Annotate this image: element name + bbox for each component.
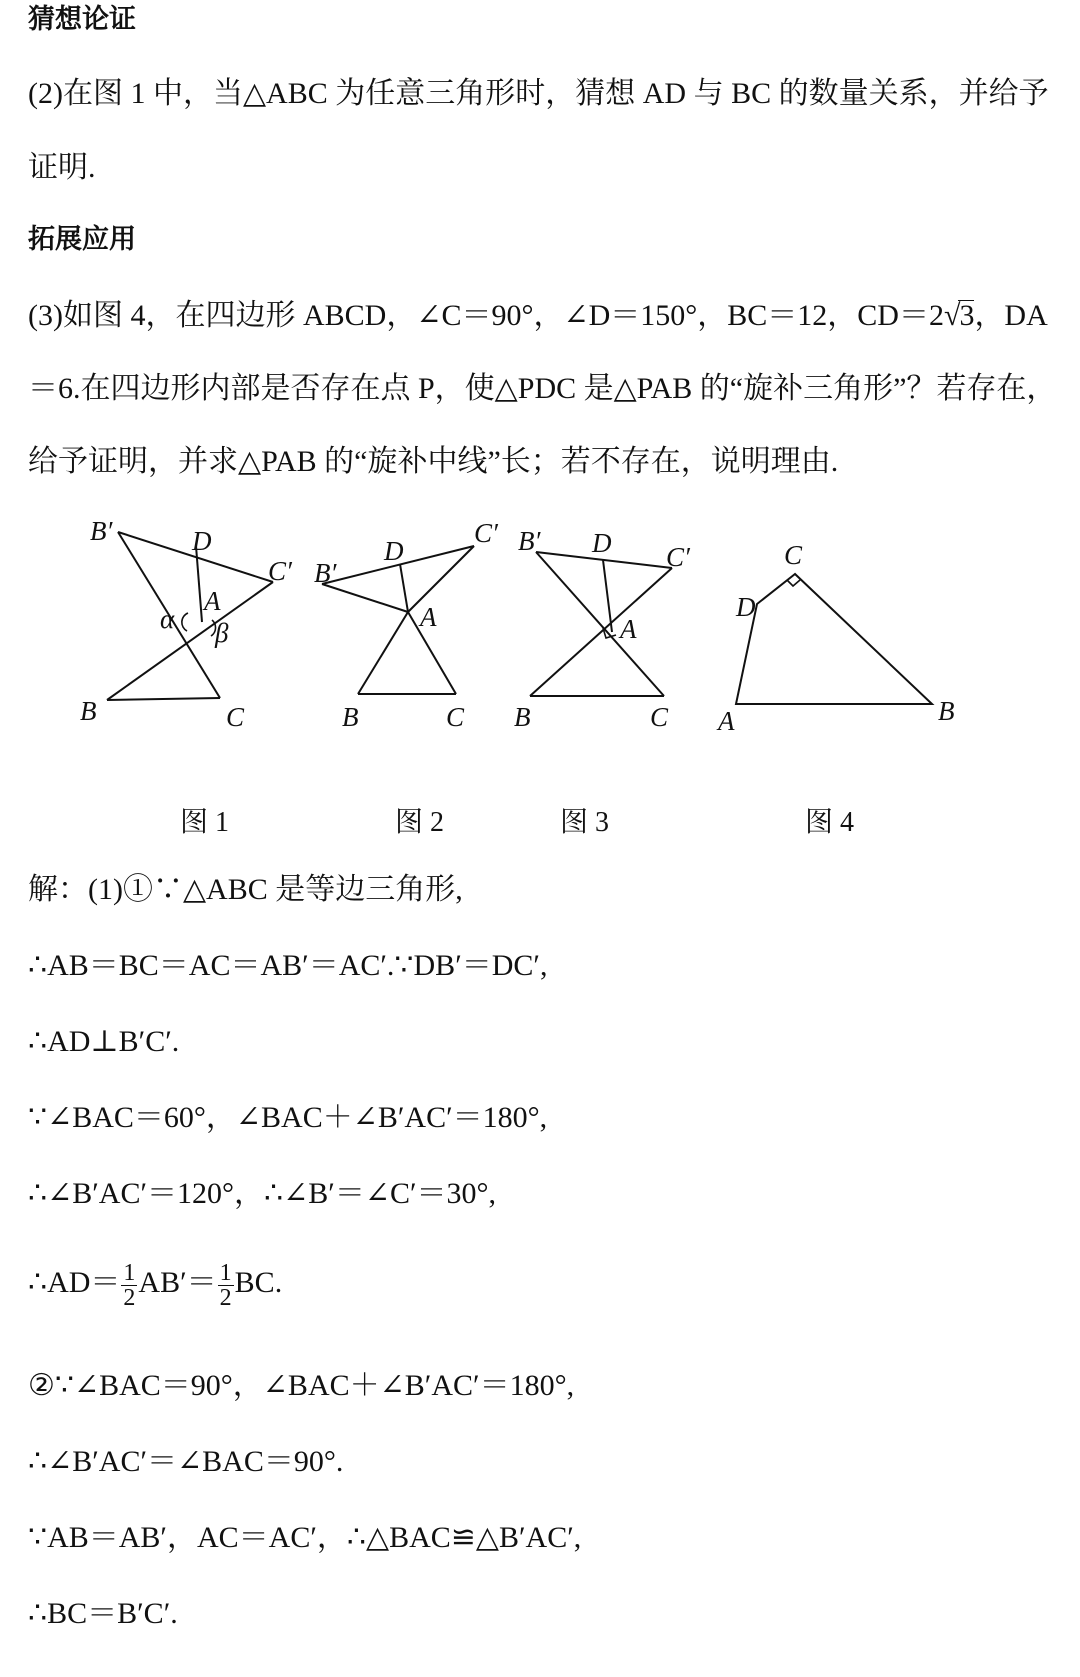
sqrt-sign: √ [943,299,961,332]
label-fig1-b-prime: B′ [90,520,113,546]
figure-1-angle-arcs [182,613,216,636]
solution-line-6 [28,1253,282,1313]
label-fig4-a: A [718,706,735,736]
solution-line-1: 解：(1)①∵△ABC 是等边三角形, [28,873,463,906]
geometry-figures [0,520,1080,850]
solution-line-6-text-c: BC. [234,1266,283,1299]
label-fig3-b: B [514,702,531,732]
solution-line-8: ∴∠B′AC′＝∠BAC＝90°. [28,1445,344,1478]
label-fig2-a: A [420,602,437,632]
figure-3-lines [530,552,672,696]
label-fig3-d: D [592,528,612,558]
q3-line-1 [28,296,1048,336]
solution-line-10: ∴BC＝B′C′. [28,1597,178,1630]
caption-figure-3: 图 3 [560,807,610,838]
label-fig3-c-prime: C′ [666,542,690,572]
solution-line-9: ∵AB＝AB′，AC＝AC′，∴△BAC≌△B′AC′, [28,1521,582,1554]
label-fig1-beta: β [215,618,229,648]
solution-line-4: ∵∠BAC＝60°，∠BAC＋∠B′AC′＝180°, [28,1101,548,1134]
heading-conjecture: 猜想论证 [28,4,136,35]
label-fig3-b-prime: B′ [518,526,541,556]
sqrt-radicand: 3 [959,299,975,332]
caption-figure-2: 图 2 [395,807,445,838]
label-fig2-c-prime: C′ [474,520,498,548]
q3-line-1-text-b: ，DA [974,299,1048,332]
solution-line-5: ∴∠B′AC′＝120°，∴∠B′＝∠C′＝30°, [28,1177,497,1210]
label-fig1-c: C [226,702,245,732]
figure-4-lines [736,574,932,704]
label-fig1-b: B [80,696,97,726]
fraction-b-numerator: 1 [219,1259,232,1286]
fraction-a-numerator: 1 [123,1259,136,1286]
label-fig1-c-prime: C′ [268,556,292,586]
fraction-one-half-a [121,1261,137,1310]
q3-line-2: ＝6.在四边形内部是否存在点 P，使△PDC 是△PAB 的“旋补三角形”？若存在， [28,372,1057,405]
label-fig3-a: A [620,614,637,644]
label-fig4-d: D [736,592,756,622]
label-fig2-d: D [384,536,404,566]
label-fig1-a: A [204,586,221,616]
figure-2-labels [314,520,499,732]
solution-line-2: ∴AB＝BC＝AC＝AB′＝AC′.∵DB′＝DC′, [28,949,548,982]
label-fig2-b-prime: B′ [314,558,337,588]
label-fig4-c: C [784,540,803,570]
caption-figure-4: 图 4 [805,807,855,838]
figures-row [0,520,1080,850]
fraction-b-denominator: 2 [219,1284,232,1311]
label-fig3-c: C [650,702,669,732]
caption-figure-1: 图 1 [180,807,230,838]
label-fig1-d: D [192,526,212,556]
figure-1-lines [107,532,273,700]
label-fig4-b: B [938,696,955,726]
label-fig2-c: C [446,702,465,732]
heading-extension: 拓展应用 [28,224,136,255]
label-fig1-alpha: α [160,604,175,634]
figure-4-labels [716,540,955,736]
solution-line-7: ②∵∠BAC＝90°，∠BAC＋∠B′AC′＝180°, [28,1369,575,1402]
solution-line-6-text-a: ∴AD＝ [28,1266,121,1299]
q3-line-1-text-a: (3)如图 4，在四边形 ABCD，∠C＝90°，∠D＝150°，BC＝12，CD＝2 [28,299,944,332]
figure-2-lines [322,546,474,694]
label-fig2-b: B [342,702,359,732]
solution-line-6-text-b: AB′＝ [138,1266,217,1299]
fraction-one-half-b [218,1261,234,1310]
q3-line-3: 给予证明，并求△PAB 的“旋补中线”长；若不存在，说明理由. [28,445,839,478]
fraction-a-denominator: 2 [123,1284,136,1311]
solution-line-3: ∴AD⊥B′C′. [28,1025,180,1058]
q2-line-1: (2)在图 1 中，当△ABC 为任意三角形时，猜想 AD 与 BC 的数量关系，并给予 [28,77,1049,110]
q2-line-2: 证明. [28,151,96,184]
